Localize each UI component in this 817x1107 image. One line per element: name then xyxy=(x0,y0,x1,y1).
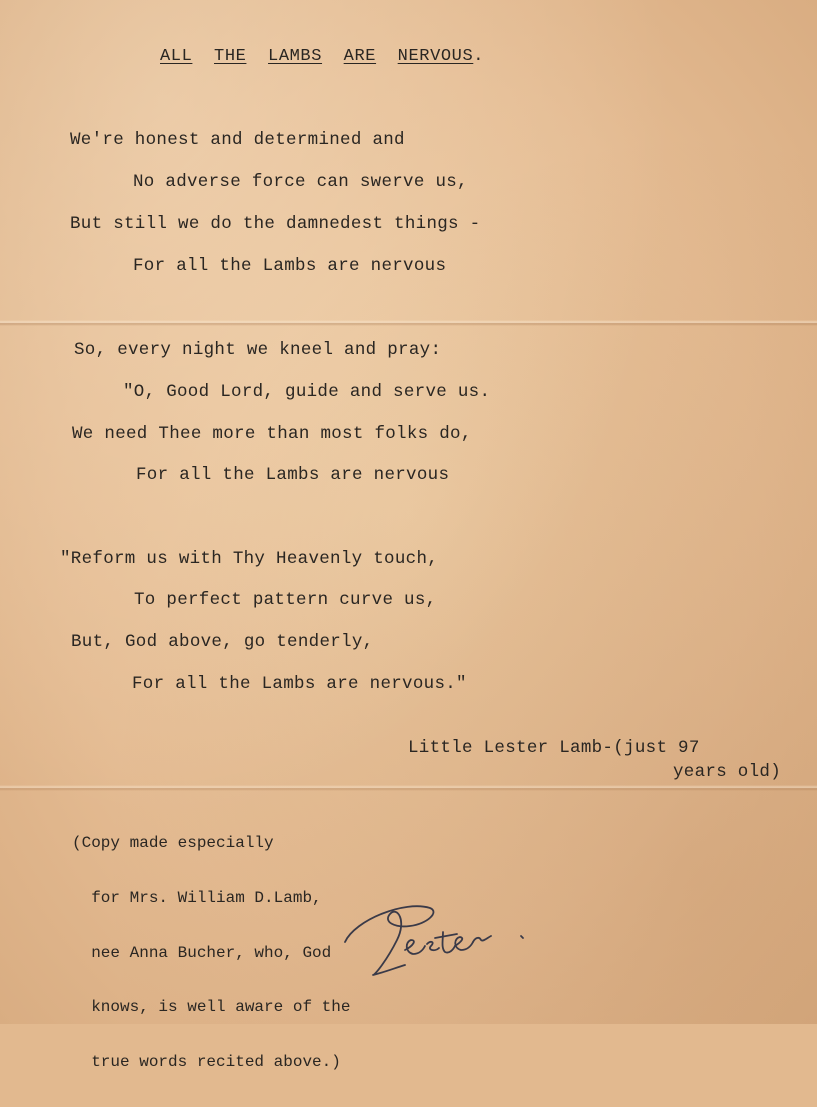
paper-fold-lower xyxy=(0,785,817,791)
title-word: THE xyxy=(214,47,247,66)
note-line: knows, is well aware of the xyxy=(72,998,351,1017)
note-line: true words recited above.) xyxy=(72,1052,341,1071)
note-line: nee Anna Bucher, who, God xyxy=(72,943,332,962)
title-word: LAMBS xyxy=(268,47,323,66)
poem-line: We're honest and determined and xyxy=(70,130,405,150)
poem-line: For all the Lambs are nervous xyxy=(136,465,450,485)
dedication-note xyxy=(72,798,350,1107)
paper-fold-upper xyxy=(0,320,817,326)
poem-line: No adverse force can swerve us, xyxy=(133,172,468,192)
poem-line: So, every night we kneel and pray: xyxy=(74,340,442,360)
poem-title xyxy=(160,47,484,66)
poem-line: For all the Lambs are nervous xyxy=(133,256,447,276)
note-line: (Copy made especially xyxy=(72,834,274,853)
poem-line: For all the Lambs are nervous." xyxy=(132,674,467,694)
handwritten-signature xyxy=(335,880,555,990)
title-period: . xyxy=(473,47,485,66)
title-word: ARE xyxy=(343,47,377,66)
poem-line: But still we do the damnedest things - xyxy=(70,214,481,234)
poem-line: To perfect pattern curve us, xyxy=(134,590,437,610)
title-word: NERVOUS xyxy=(397,47,474,66)
attribution-line: years old) xyxy=(673,762,782,782)
poem-line: "O, Good Lord, guide and serve us. xyxy=(123,382,491,402)
poem-line: But, God above, go tenderly, xyxy=(71,632,374,652)
attribution-line: Little Lester Lamb-(just 97 xyxy=(408,738,700,758)
note-line: for Mrs. William D.Lamb, xyxy=(72,889,322,908)
title-word: ALL xyxy=(160,47,193,66)
poem-line: "Reform us with Thy Heavenly touch, xyxy=(60,549,439,569)
poem-line: We need Thee more than most folks do, xyxy=(72,424,472,444)
